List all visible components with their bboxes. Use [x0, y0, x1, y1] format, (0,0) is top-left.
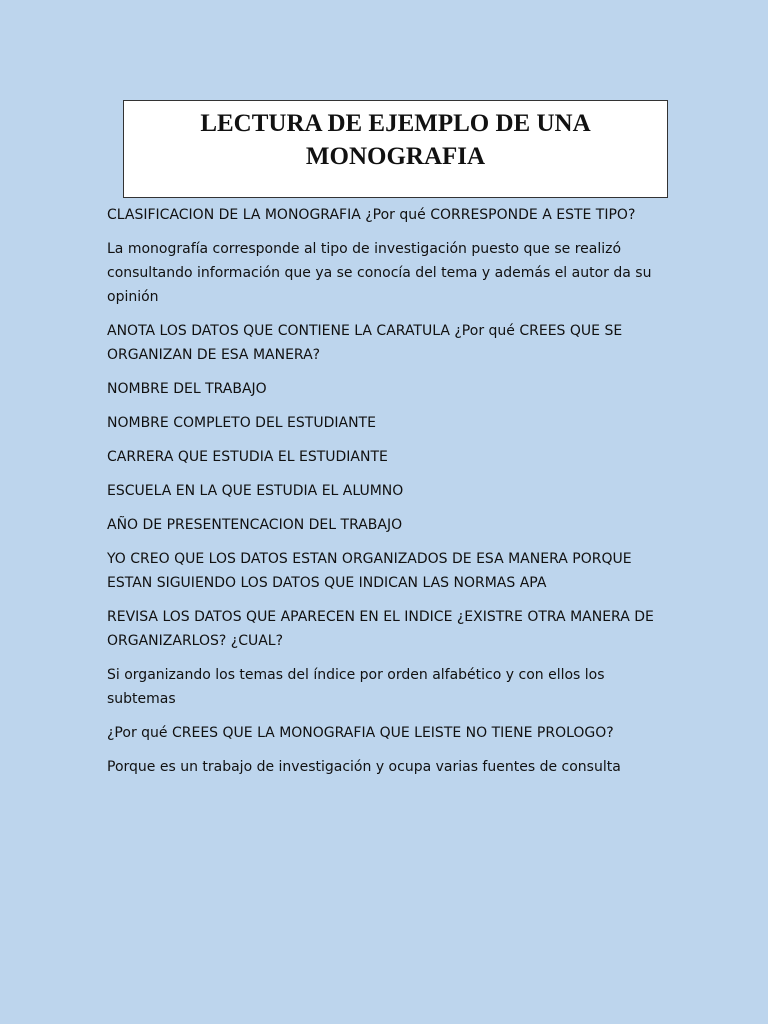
- answer-prologue: Porque es un trabajo de investigación y ocupa varias fuentes de consulta: [107, 759, 621, 775]
- cover-item-year: AÑO DE PRESENTENCACION DEL TRABAJO: [107, 517, 403, 533]
- question-index: REVISA LOS DATOS QUE APARECEN EN EL INDICE ¿EXISTRE OTRA MANERA DE ORGANIZARLOS? ¿CUAL?: [107, 609, 654, 649]
- cover-item-student-name: NOMBRE COMPLETO DEL ESTUDIANTE: [107, 415, 376, 431]
- cover-item-career: CARRERA QUE ESTUDIA EL ESTUDIANTE: [107, 449, 388, 465]
- answer-index: Si organizando los temas del índice por orden alfabético y con ellos los subtemas: [107, 667, 605, 707]
- answer-cover-data: YO CREO QUE LOS DATOS ESTAN ORGANIZADOS DE ESA MANERA PORQUE ESTAN SIGUIENDO LOS DATOS QUE INDICAN LAS NORMAS APA: [107, 551, 632, 591]
- document-title: LECTURA DE EJEMPLO DE UNA MONOGRAFIA: [200, 110, 591, 170]
- cover-item-work-name: NOMBRE DEL TRABAJO: [107, 381, 267, 397]
- answer-classification: La monografía corresponde al tipo de investigación puesto que se realizó consultando información que ya se conocía del tema y además el autor da su opinión: [107, 241, 652, 305]
- title-box: [123, 100, 668, 198]
- document-body: [107, 203, 667, 789]
- question-cover-data: ANOTA LOS DATOS QUE CONTIENE LA CARATULA ¿Por qué CREES QUE SE ORGANIZAN DE ESA MANERA?: [107, 323, 623, 363]
- question-prologue: ¿Por qué CREES QUE LA MONOGRAFIA QUE LEISTE NO TIENE PROLOGO?: [107, 725, 614, 741]
- cover-item-school: ESCUELA EN LA QUE ESTUDIA EL ALUMNO: [107, 483, 404, 499]
- question-classification: CLASIFICACION DE LA MONOGRAFIA ¿Por qué CORRESPONDE A ESTE TIPO?: [107, 207, 636, 223]
